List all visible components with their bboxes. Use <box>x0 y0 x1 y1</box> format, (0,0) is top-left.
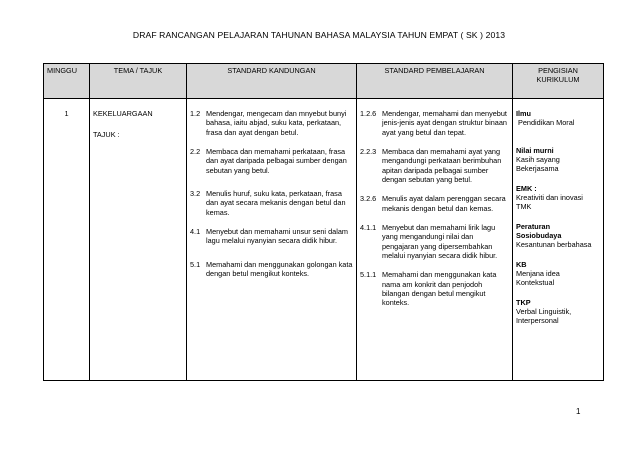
pembelajaran-item: 1.2.6 Mendengar, memahami dan menyebut jenis-jenis ayat dengan struktur binaan ayat yang betul dan tepat. <box>360 109 507 137</box>
pembelajaran-item: 3.2.6 Menulis ayat dalam perenggan secara mekanis dengan betul dan kemas. <box>360 194 506 213</box>
document-title: DRAF RANCANGAN PELAJARAN TAHUNAN BAHASA MALAYSIA TAHUN EMPAT ( SK ) 2013 <box>132 30 506 40</box>
pengisian-ilmu <box>516 109 600 128</box>
nilai-label: Nilai murni <box>516 145 554 155</box>
header-tema: TEMA / TAJUK <box>90 64 187 99</box>
kb-label: KB <box>516 259 527 269</box>
pembelajaran-item: 4.1.1 Menyebut dan memahami lirik lagu yang mengandungi nilai dan pengajaran yang dipersembahkan melalui nyanyian secara didik hibur. <box>360 222 498 260</box>
nilai-value-1: Kasih sayang <box>516 154 560 164</box>
kandungan-item: 3.2 Menulis huruf, suku kata, perkataan, frasa dan ayat secara mekanis dengan betul dan kemas. <box>190 188 346 217</box>
cell-pengisian <box>513 99 604 381</box>
peraturan-value: Kesantunan berbahasa <box>516 240 592 250</box>
pengisian-emk <box>516 184 600 212</box>
emk-value-2: TMK <box>516 202 532 212</box>
page-number: 1 <box>576 407 581 416</box>
lesson-plan-table <box>43 63 604 381</box>
ilmu-label: Ilmu <box>516 109 531 118</box>
pengisian-kb <box>516 260 600 288</box>
pembelajaran-item: 2.2.3 Membaca dan memahami ayat yang mengandungi perkataan berimbuhan apitan daripada pelbagai sumber dengan sebutan yang betul. <box>360 146 502 184</box>
emk-value-1: Kreativiti dan inovasi <box>516 192 583 202</box>
tkp-value-1: Verbal Linguistik, <box>516 306 572 316</box>
emk-label: EMK : <box>516 183 537 193</box>
peraturan-label-1: Peraturan <box>516 221 551 231</box>
header-kandungan: STANDARD KANDUNGAN <box>187 64 357 99</box>
header-pengisian: PENGISIAN KURIKULUM <box>513 64 604 99</box>
tajuk-label: TAJUK : <box>93 130 120 140</box>
tema-text: KEKELUARGAAN <box>93 109 153 118</box>
cell-tema <box>90 99 187 381</box>
table-row <box>44 99 604 381</box>
kb-value-2: Kontekstual <box>516 278 555 288</box>
ilmu-value: Pendidikan Moral <box>518 118 575 128</box>
nilai-value-2: Bekerjasama <box>516 164 559 174</box>
header-pembelajaran: STANDARD PEMBELAJARAN <box>357 64 513 99</box>
cell-kandungan <box>187 99 357 381</box>
kandungan-item: 2.2 Membaca dan memahami perkataan, frasa dan ayat daripada pelbagai sumber dengan sebutan yang betul. <box>190 146 347 175</box>
kandungan-item: 1.2 Mendengar, mengecam dan mnyebut bunyi bahasa, iaitu abjad, suku kata, perkataan, frasa dan ayat dengan betul. <box>190 109 347 137</box>
kandungan-item: 5.1 Memahami dan menggunakan golongan kata dengan betul mengikut konteks. <box>190 259 353 278</box>
cell-minggu: 1 <box>44 99 90 381</box>
kb-value-1: Menjana idea <box>516 268 560 278</box>
header-minggu: MINGGU <box>44 64 90 99</box>
tkp-label: TKP <box>516 297 531 307</box>
pengisian-peraturan <box>516 222 600 250</box>
tkp-value-2: Interpersonal <box>516 316 559 326</box>
pembelajaran-item: 5.1.1 Memahami dan menggunakan kata nama am konkrit dan penjodoh bilangan dengan betul mengikut konteks. <box>360 270 497 308</box>
table-header-row <box>44 64 604 99</box>
cell-pembelajaran <box>357 99 513 381</box>
peraturan-label-2: Sosiobudaya <box>516 230 562 240</box>
kandungan-item: 4.1 Menyebut dan memahami unsur seni dalam lagu melalui nyanyian secara didik hibur. <box>190 226 348 246</box>
pengisian-tkp <box>516 298 600 326</box>
pengisian-nilai <box>516 146 600 174</box>
